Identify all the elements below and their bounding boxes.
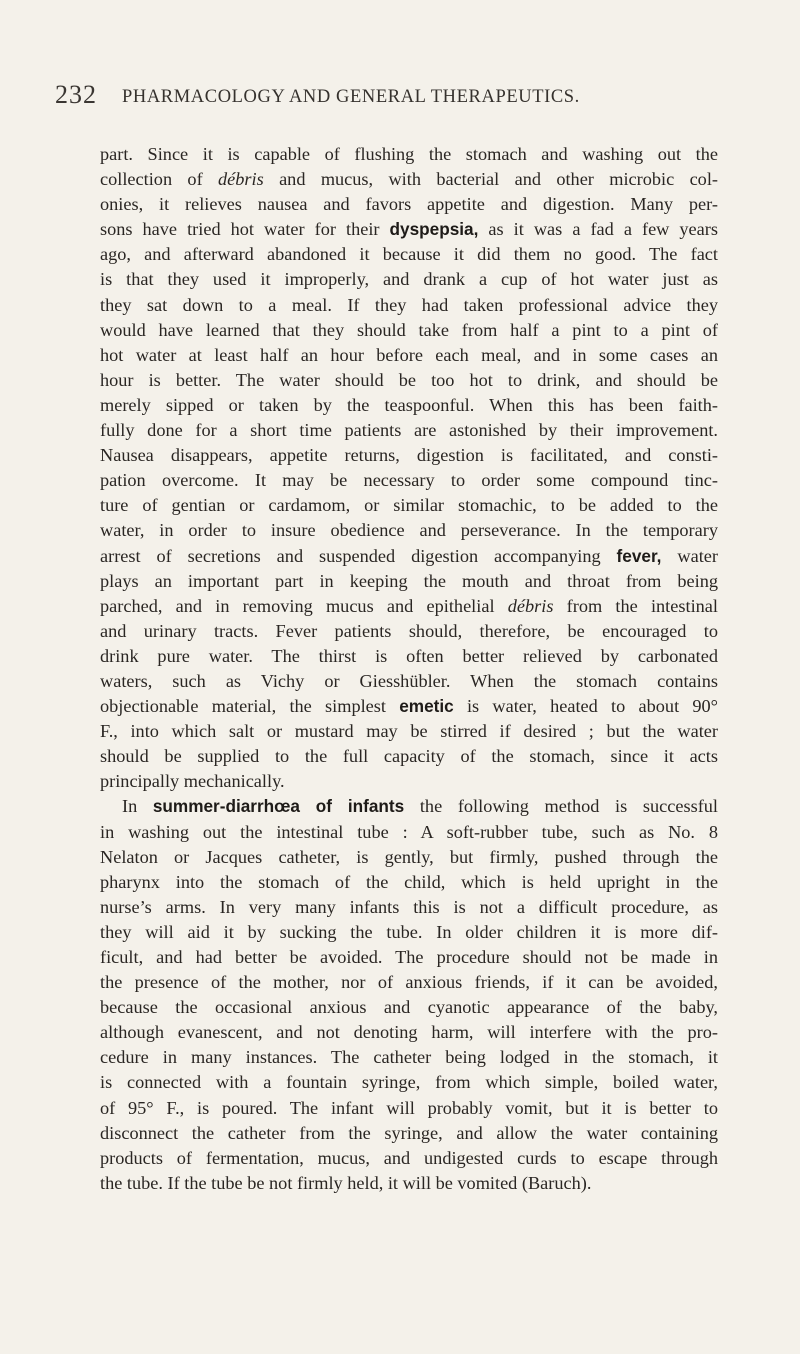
bold-term: dyspepsia, bbox=[389, 219, 479, 240]
text-segment: Nausea disappears, appetite returns, digestion is facilitated, and consti- bbox=[100, 445, 718, 466]
text-segment: arrest of secretions and suspended digestion accompanying bbox=[100, 545, 617, 566]
text-line bbox=[100, 468, 718, 493]
text-line bbox=[100, 1070, 718, 1095]
bold-term: fever, bbox=[616, 545, 662, 566]
text-segment: and urinary tracts. Fever patients should, therefore, be encouraged to bbox=[100, 620, 718, 641]
text-line bbox=[100, 544, 718, 569]
text-line bbox=[100, 669, 718, 694]
text-line bbox=[100, 443, 718, 468]
text-segment: In bbox=[122, 796, 153, 817]
text-line bbox=[100, 744, 718, 769]
italic-term: débris bbox=[218, 169, 264, 190]
text-line bbox=[100, 945, 718, 970]
text-segment: ture of gentian or cardamom, or similar stomachic, to be added to the bbox=[100, 495, 718, 516]
text-line bbox=[100, 343, 718, 368]
text-line bbox=[100, 870, 718, 895]
italic-term: débris bbox=[507, 595, 554, 616]
text-line bbox=[100, 368, 718, 393]
text-segment: because the occasional anxious and cyanotic appearance of the baby, bbox=[100, 997, 718, 1018]
text-segment: pation overcome. It may be necessary to order some compound tinc- bbox=[100, 470, 718, 491]
text-segment: although evanescent, and not denoting harm, will interfere with the pro- bbox=[100, 1022, 718, 1043]
text-line bbox=[100, 820, 718, 845]
text-segment: Nelaton or Jacques catheter, is gently, but firmly, pushed through the bbox=[100, 846, 718, 867]
text-segment: and mucus, with bacterial and other microbic col- bbox=[263, 169, 718, 190]
text-segment: water, in order to insure obedience and perseverance. In the temporary bbox=[100, 520, 718, 541]
text-segment: ago, and afterward abandoned it because it did them no good. The fact bbox=[100, 244, 718, 265]
text-segment: the tube. If the tube be not firmly held, it will be vomited (Baruch). bbox=[100, 1172, 592, 1193]
text-line bbox=[100, 1045, 718, 1070]
text-segment: hour is better. The water should be too hot to drink, and should be bbox=[100, 369, 718, 390]
text-segment: of 95° F., is poured. The infant will probably vomit, but it is better to bbox=[100, 1097, 718, 1118]
body-text bbox=[100, 142, 718, 1196]
text-segment: they will aid it by sucking the tube. In older children it is more dif- bbox=[100, 921, 718, 942]
text-segment: would have learned that they should take from half a pint to a pint of bbox=[100, 319, 718, 340]
text-line bbox=[100, 619, 718, 644]
text-line bbox=[100, 217, 718, 242]
text-line bbox=[100, 845, 718, 870]
text-segment: disconnect the catheter from the syringe, and allow the water containing bbox=[100, 1122, 718, 1143]
text-line bbox=[100, 167, 718, 192]
bold-term: emetic bbox=[399, 696, 454, 717]
text-segment: F., into which salt or mustard may be stirred if desired ; but the water bbox=[100, 721, 718, 742]
text-segment: merely sipped or taken by the teaspoonful. When this has been faith- bbox=[100, 394, 718, 415]
text-line bbox=[100, 293, 718, 318]
text-line bbox=[100, 1171, 718, 1196]
text-segment: is water, heated to about 90° bbox=[453, 696, 718, 717]
text-segment: objectionable material, the simplest bbox=[100, 696, 400, 717]
text-line bbox=[100, 644, 718, 669]
text-segment: the following method is successful bbox=[404, 796, 718, 817]
text-segment: from the intestinal bbox=[553, 595, 718, 616]
text-segment: ficult, and had better be avoided. The procedure should not be made in bbox=[100, 947, 718, 967]
text-line bbox=[100, 393, 718, 418]
text-line bbox=[100, 769, 718, 794]
text-segment: fully done for a short time patients are astonished by their improvement. bbox=[100, 420, 718, 441]
text-line bbox=[100, 694, 718, 719]
text-line bbox=[100, 267, 718, 292]
text-segment: hot water at least half an hour before each meal, and in some cases an bbox=[100, 344, 718, 365]
text-segment: sons have tried hot water for their bbox=[100, 219, 390, 240]
text-segment: waters, such as Vichy or Giesshübler. When the stomach contains bbox=[100, 670, 718, 691]
text-line bbox=[100, 594, 718, 619]
text-line bbox=[100, 142, 718, 167]
text-segment: parched, and in removing mucus and epithelial bbox=[100, 595, 508, 616]
text-segment: plays an important part in keeping the mouth and throat from being bbox=[100, 570, 718, 591]
text-segment: is connected with a fountain syringe, from which simple, boiled water, bbox=[100, 1072, 718, 1093]
text-segment: should be supplied to the full capacity of the stomach, since it acts bbox=[100, 746, 718, 767]
text-segment: drink pure water. The thirst is often better relieved by carbonated bbox=[100, 645, 718, 666]
text-segment: collection of bbox=[100, 169, 219, 190]
text-segment: principally mechanically. bbox=[100, 771, 285, 792]
text-line bbox=[100, 1096, 718, 1121]
text-segment: pharynx into the stomach of the child, which is held upright in the bbox=[100, 871, 718, 892]
text-line bbox=[100, 242, 718, 267]
text-line bbox=[100, 192, 718, 217]
text-segment: water bbox=[661, 545, 718, 566]
text-line bbox=[100, 1146, 718, 1171]
text-segment: cedure in many instances. The catheter being lodged in the stomach, it bbox=[100, 1047, 718, 1068]
text-segment: in washing out the intestinal tube : A soft-rubber tube, such as No. 8 bbox=[100, 821, 718, 842]
text-segment: is that they used it improperly, and drank a cup of hot water just as bbox=[100, 269, 718, 290]
text-segment: part. Since it is capable of flushing the stomach and washing out the bbox=[100, 144, 718, 164]
text-line bbox=[100, 920, 718, 945]
text-segment: they sat down to a meal. If they had taken professional advice they bbox=[100, 294, 718, 315]
running-title: PHARMACOLOGY AND GENERAL THERAPEUTICS. bbox=[122, 87, 580, 107]
text-segment: as it was a fad a few years bbox=[478, 219, 718, 240]
text-line bbox=[100, 418, 718, 443]
text-line bbox=[100, 895, 718, 920]
page-number: 232 bbox=[55, 80, 97, 109]
text-segment: the presence of the mother, nor of anxious friends, if it can be avoided, bbox=[100, 972, 718, 993]
bold-term: summer-diarrhœa of infants bbox=[152, 796, 405, 817]
text-line bbox=[100, 995, 718, 1020]
text-line bbox=[100, 719, 718, 744]
text-line bbox=[100, 493, 718, 518]
text-line bbox=[100, 1121, 718, 1146]
text-line bbox=[100, 518, 718, 543]
text-line bbox=[100, 569, 718, 594]
text-line bbox=[100, 794, 718, 819]
text-line bbox=[100, 1020, 718, 1045]
text-segment: products of fermentation, mucus, and undigested curds to escape through bbox=[100, 1147, 718, 1168]
text-line bbox=[100, 318, 718, 343]
text-segment: onies, it relieves nausea and favors appetite and digestion. Many per- bbox=[100, 194, 718, 215]
text-segment: nurse’s arms. In very many infants this is not a difficult procedure, as bbox=[100, 896, 718, 917]
text-line bbox=[100, 970, 718, 995]
